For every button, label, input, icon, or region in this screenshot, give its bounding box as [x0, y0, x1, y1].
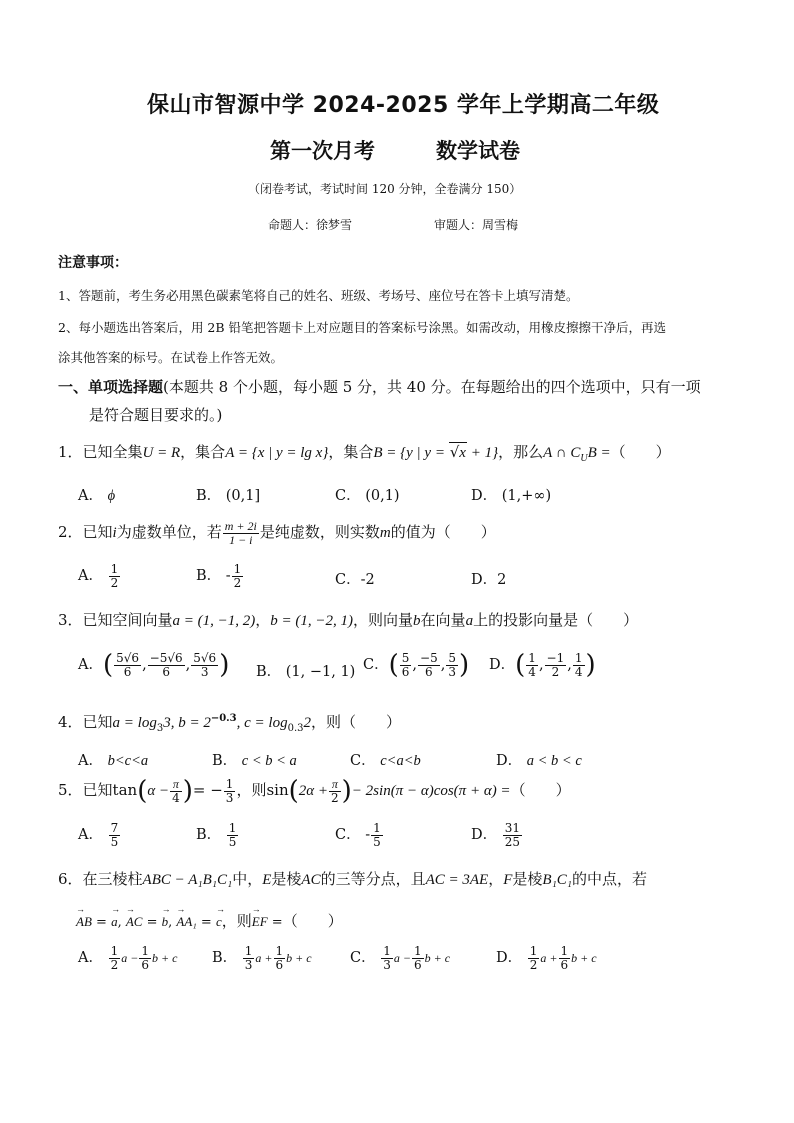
question-5: 5．已知tan(α − $\frac{\pi}{4}$ )= − $\frac{1}{3}$ ，则sin(2α + $\frac{\pi}{2}$ )− 2sin(π − α)cos(π + α) =（ ）: [58, 776, 571, 806]
q3-option-d: D．( $\frac{1}{4}$ , $\frac{-1}{2}$ , $\frac{1}{4}$ ): [489, 650, 596, 680]
q5-option-a: A． $\frac{7}{5}$: [78, 821, 119, 849]
q4-option-a: A． b<c<a: [78, 753, 149, 769]
question-3: 3．已知空间向量a = (1, −1, 2)，b = (1, −2, 1)，则向量b在向量a上的投影向量是（ ）: [58, 611, 639, 629]
question-6-vectors: → AB = → a, → AC = → b, → AA₁ = → c，则→ EF =（ ）: [76, 910, 343, 931]
exam-reviewer: 审题人：周雪梅: [434, 218, 519, 232]
note-item-2a: 2、每小题选出答案后，用 2B 铅笔把答题卡上对应题目的答案标号涂黑。如需改动，用橡皮擦擦干净后，再选: [58, 320, 667, 335]
q4-option-b: B． c < b < a: [212, 753, 297, 769]
section-1-desc-cont: 是符合题目要求的。): [89, 406, 223, 424]
notes-heading: 注意事项：: [58, 255, 128, 271]
question-6: 6．在三棱柱ABC − A₁B₁C₁中，E是棱AC的三等分点，且AC = 3AE，F是棱B₁C₁的中点，若: [58, 870, 648, 888]
exam-author: 命题人：徐梦雪: [268, 218, 353, 232]
q5-option-d: D． $\frac{31}{25}$: [471, 821, 521, 849]
q6-option-a: A． $\frac{1}{2}$ a − $\frac{1}{6}$ b + c: [78, 944, 178, 972]
q2-option-b: B． - $\frac{1}{2}$: [196, 562, 242, 590]
q3-option-a: A．( $\frac{5√6}{6}$ , $\frac{-5√6}{6}$ , $\frac{5√6}{3}$ ): [78, 650, 230, 680]
q2-option-a: A． $\frac{1}{2}$: [78, 562, 119, 590]
q4-option-c: C． c<a<b: [350, 753, 421, 769]
exam-subtitle-left: 第一次月考: [270, 139, 375, 163]
q1-option-b: B． (0,1]: [196, 488, 261, 504]
q2-option-d: D．2: [471, 572, 507, 588]
q3-option-c: C．( $\frac{5}{6}$ , $\frac{-5}{6}$ , $\frac{5}{3}$ ): [363, 650, 470, 680]
q2-option-c: C．-2: [335, 572, 375, 588]
exam-info: （闭卷考试，考试时间 120 分钟，全卷满分 150）: [248, 182, 522, 196]
q1-option-a: A． ϕ: [78, 488, 116, 504]
q5-option-b: B． $\frac{1}{5}$: [196, 821, 237, 849]
exam-title: 保山市智源中学 2024-2025 学年上学期高二年级: [147, 93, 660, 118]
q1-option-c: C． (0,1): [335, 488, 400, 504]
q6-option-d: D． $\frac{1}{2}$ a + $\frac{1}{6}$ b + c: [496, 944, 597, 972]
question-2: 2．已知i为虚数单位，若 $\frac{m + 2i}{1 - i}$ 是纯虚数，则实数m的值为（ ）: [58, 519, 496, 547]
q3-option-b: B． (1, −1, 1): [256, 664, 356, 680]
question-4: 4．已知$a = \log_33$, $b = 2^{-0.3}$, $c = \log_{0.3}2$，则（ ）: [58, 713, 401, 734]
exam-subtitle-right: 数学试卷: [436, 139, 520, 163]
q1-option-d: D． (1,+∞): [471, 488, 552, 504]
note-item-2b: 涂其他答案的标号。在试卷上作答无效。: [58, 350, 284, 365]
q6-option-b: B． $\frac{1}{3}$ a + $\frac{1}{6}$ b + c: [212, 944, 312, 972]
q5-option-c: C． - $\frac{1}{5}$: [335, 821, 381, 849]
question-1: 1．已知全集U = R，集合A = {x | y = lg x}，集合B = {y | y = √x + 1}，那么A ∩ $C_UB$ =（ ）: [58, 443, 671, 464]
q6-option-c: C． $\frac{1}{3}$ a − $\frac{1}{6}$ b + c: [350, 944, 451, 972]
section-1-desc: 一、单项选择题(本题共 8 个小题，每小题 5 分，共 40 分。在每题给出的四个选项中，只有一项: [58, 378, 701, 396]
q4-option-d: D． a < b < c: [496, 753, 582, 769]
section-1-heading: 一、单项选择题: [58, 378, 164, 396]
note-item-1: 1、答题前，考生务必用黑色碳素笔将自己的姓名、班级、考场号、座位号在答卡上填写清楚。: [58, 288, 579, 303]
